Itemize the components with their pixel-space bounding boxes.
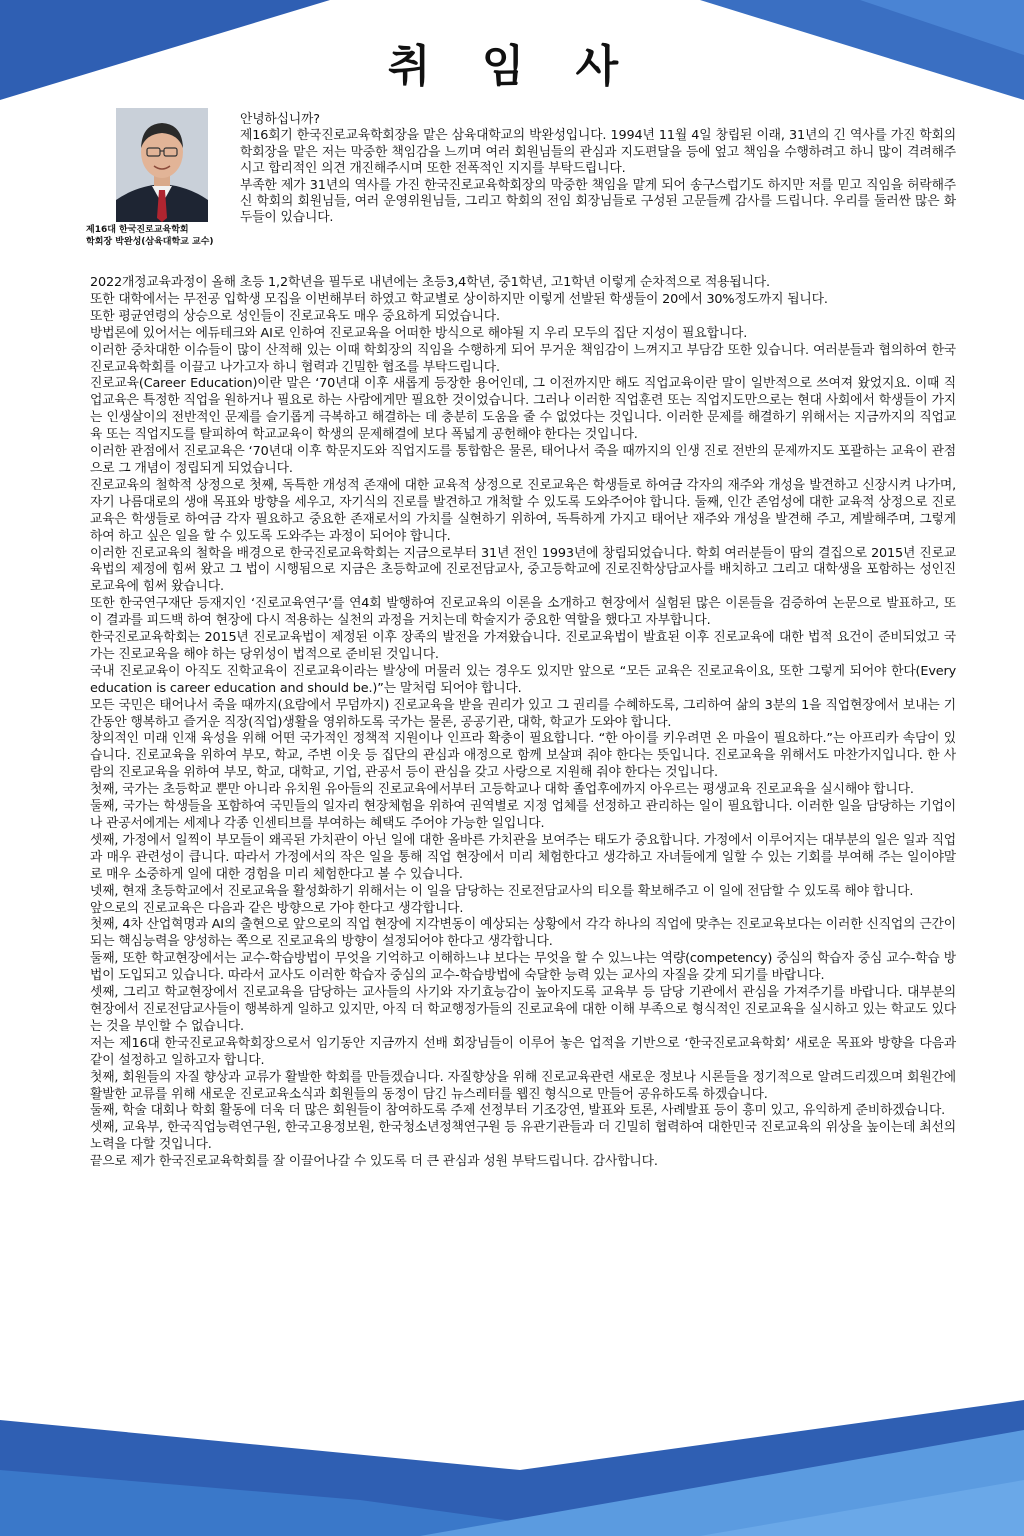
- intro-paragraph: 부족한 제가 31년의 역사를 가진 한국진로교육학회장의 막중한 책임을 맡게 되어 송구스럽기도 하지만 저를 믿고 직임을 허락해주신 학회의 회원님들, 여러 운영위원님들, 그리고 학회의 전임 회장님들로 구성된 고문들께 감사를 드립니다. 우리를 둘러싼 많은 화두들이 있습니다.: [240, 177, 956, 226]
- body-paragraph: 진로교육의 철학적 상정으로 첫째, 독특한 개성적 존재에 대한 교육적 상정으로 진로교육은 학생들로 하여금 각자의 재주와 개성을 발견하고 신장시켜 나가며, 자기 나름대로의 생애 목표와 방향을 세우고, 자기식의 진로를 발견하고 개척할 수 있도록 도와주어야 합니다. 둘째, 인간 존엄성에 대한 교육적 상정으로 진로교육은 학생들로 하여금 각자 필요하고 중요한 존재로서의 가치를 실현하기 위하여, 독특하게 가지고 태어난 재주와 개성을 발견해 주고, 계발해주며, 그렇게 하여 하고 싶은 일을 할 수 있도록 도와주는 과정이 되어야 합니다.: [90, 477, 956, 544]
- body-paragraph: 첫째, 회원들의 자질 향상과 교류가 활발한 학회를 만들겠습니다. 자질향상을 위해 진로교육관련 새로운 정보나 시론들을 정기적으로 알려드리겠으며 회원간에 활발한 교류를 위해 새로운 진로교육소식과 회원들의 동정이 담긴 뉴스레터를 웹진 형식으로 만들어 공유하도록 하겠습니다.: [90, 1069, 956, 1102]
- intro-paragraph: 안녕하십니까?: [240, 112, 320, 127]
- body-paragraph: 셋째, 그리고 학교현장에서 진로교육을 담당하는 교사들의 사기와 자기효능감이 높아지도록 교육부 등 담당 기관에서 관심을 가져주기를 바랍니다. 대부분의 현장에서 진로전담교사들이 행복하게 일하고 있지만, 아직 더 학교행정가들의 진로교육에 대한 이해 부족으로 형식적인 진로교육을 실시하고 있는 학교도 있다는 것을 부인할 수 없습니다.: [90, 985, 956, 1034]
- portrait-photo: [116, 108, 208, 222]
- body-paragraph: 둘째, 학술 대회나 학회 활동에 더욱 더 많은 회원들이 참여하도록 주제 선정부터 기조강연, 발표와 토론, 사례발표 등이 흥미 있고, 유익하게 준비하겠습니다.: [90, 1103, 946, 1119]
- body-paragraph: 방법론에 있어서는 에듀테크와 AI로 인하여 진로교육을 어떠한 방식으로 해야될 지 우리 모두의 집단 지성이 필요합니다.: [90, 325, 748, 341]
- body-paragraph: 모든 국민은 태어나서 죽을 때까지(요람에서 무덤까지) 진로교육을 받을 권리가 있고 그 권리를 수혜하도록, 그리하여 삶의 3분의 1을 직업현장에서 보내는 기간동안 행복하고 즐거운 직장(직업)생활을 영위하도록 국가는 물론, 공공기관, 대학, 학교가 도와야 합니다.: [90, 697, 956, 730]
- body-paragraph: 또한 대학에서는 무전공 입학생 모집을 이번해부터 하였고 학교별로 상이하지만 이렇게 선발된 학생들이 20에서 30%정도까지 됩니다.: [90, 291, 828, 307]
- body-paragraph: 국내 진로교육이 아직도 진학교육이 진로교육이라는 발상에 머물러 있는 경우도 있지만 앞으로 “모든 교육은 진로교육이요, 또한 그렇게 되어야 한다(Every education is career education and should be.)”는 말처럼 되어야 합니다.: [90, 663, 956, 696]
- body-paragraph: 앞으로의 진로교육은 다음과 같은 방향으로 가야 한다고 생각합니다.: [90, 900, 464, 916]
- body-paragraph: 첫째, 국가는 초등학교 뿐만 아니라 유치원 유아들의 진로교육에서부터 고등학교나 대학 졸업후에까지 아우르는 평생교육 진로교육을 실시해야 합니다.: [90, 782, 914, 798]
- intro-paragraph: 제16회기 한국진로교육학회장을 맡은 삼육대학교의 박완성입니다. 1994년 11월 4일 창립된 이래, 31년의 긴 역사를 가진 학회의 학회장을 맡은 저는 막중한 책임감을 느끼며 여러 회원님들의 관심과 지도편달을 등에 엎고 책임을 수행하려고 하니 많이 격려해주시고 합리적인 의견 개진해주시며 또한 전폭적인 지지를 부탁드립니다.: [240, 128, 956, 177]
- body-paragraph: 끝으로 제가 한국진로교육학회를 잘 이끌어나갈 수 있도록 더 큰 관심과 성원 부탁드립니다. 감사합니다.: [90, 1154, 658, 1170]
- body-paragraph: 넷째, 현재 초등학교에서 진로교육을 활성화하기 위해서는 이 일을 담당하는 진로전담교사의 티오를 확보해주고 이 일에 전담할 수 있도록 해야 합니다.: [90, 883, 914, 899]
- body-paragraph: 이러한 중차대한 이슈들이 많이 산적해 있는 이때 학회장의 직임을 수행하게 되어 무거운 책임감이 느껴지고 부담감 또한 있습니다. 여러분들과 협의하여 한국진로교육학회를 이끌고 나가고자 하니 협력과 긴밀한 협조를 부탁드립니다.: [90, 342, 956, 375]
- caption-line-1: 제16대 한국진로교육학회: [86, 225, 189, 235]
- body-paragraph: 셋째, 가정에서 일찍이 부모들이 왜곡된 가치관이 아닌 일에 대한 올바른 가치관을 보여주는 태도가 중요합니다. 가정에서 이루어지는 대부분의 일은 일과 직업과 매우 관련성이 큽니다. 따라서 가정에서의 작은 일을 통해 직업 현장에서 미리 체험한다고 생각하고 자녀들에게 일할 수 있는 기회를 부여해 주는 일이야말로 매우 소중하게 일에 대한 경험을 미리 체험한다고 볼 수 있습니다.: [90, 832, 956, 882]
- body-paragraph: 진로교육(Career Education)이란 말은 ‘70년대 이후 새롭게 등장한 용어인데, 그 이전까지만 해도 직업교육이란 말이 일반적으로 쓰여져 왔었지요. 이때 직업교육은 특정한 직업을 원하거나 필요로 하는 사람에게만 필요한 것이었습니다. 그러나 이러한 직업훈련 또는 직업지도만으로는 현대 사회에서 학생들이 가지는 인생살이의 전반적인 문제를 슬기롭게 극복하고 해결하는 데 충분히 도움을 줄 수 없었다는 것입니다. 이러한 문제를 해결하기 위해서는 지금까지의 직업교육 또는 직업지도를 탈피하여 학교교육이 학생의 문제해결에 보다 폭넓게 공헌해야 한다는 것입니다.: [90, 376, 956, 443]
- body-paragraph: 창의적인 미래 인재 육성을 위해 어떤 국가적인 정책적 지원이나 인프라 확충이 필요합니다. “한 아이를 키우려면 온 마을이 필요하다.”는 아프리카 속담이 있습니다. 진로교육을 위하여 부모, 학교, 주변 이웃 등 집단의 관심과 애정으로 함께 보살펴 줘야 한다는 뜻입니다. 진로교육을 위해서도 마찬가지입니다. 한 사람의 진로교육을 위하여 부모, 학교, 대학교, 기업, 관공서 등이 관심을 갖고 사랑으로 지원해 줘야 한다는 것입니다.: [90, 731, 956, 781]
- body-paragraph: 또한 평균연령의 상승으로 성인들이 진로교육도 매우 중요하게 되었습니다.: [90, 308, 500, 324]
- body-paragraph: 이러한 진로교육의 철학을 배경으로 한국진로교육학회는 지금으로부터 31년 전인 1993년에 창립되었습니다. 학회 여러분들이 땀의 결집으로 2015년 진로교육법의 제정에 힘써 왔고 그 법이 시행됨으로 지금은 초등학교에 진로전담교사, 중고등학교에 진로진학상담교사를 배치하고 그리고 대학생을 포함하는 성인진로교육에 힘써 왔습니다.: [90, 545, 956, 595]
- portrait-caption: [86, 225, 238, 248]
- body-paragraph: 첫째, 4차 산업혁명과 AI의 출현으로 앞으로의 직업 현장에 지각변동이 예상되는 상황에서 각각 하나의 직업에 맞추는 진로교육보다는 이러한 신직업의 근간이 되는 핵심능력을 양성하는 쪽으로 진로교육의 방향이 설정되어야 한다고 생각합니다.: [90, 917, 956, 950]
- body-paragraph: 또한 한국연구재단 등재지인 ‘진로교육연구’를 연4회 발행하여 진로교육의 이론을 소개하고 현장에서 실험된 많은 이론들을 검증하여 논문으로 발표하고, 또 이 결과를 피드백 하여 현장에 다시 적용하는 실천의 과정을 거치는데 학술지가 중요한 역할을 했다고 자부합니다.: [90, 596, 956, 629]
- body-paragraph: 둘째, 또한 학교현장에서는 교수-학습방법이 무엇을 기억하고 이해하느냐 보다는 무엇을 할 수 있느냐는 역량(competency) 중심의 학습자 중심 교수-학습 방법이 도입되고 있습니다. 따라서 교사도 이러한 학습자 중심의 교수-학습방법에 숙달한 능력 있는 교사의 자질을 갖게 되기를 바랍니다.: [90, 951, 956, 984]
- body-paragraph: 이러한 관점에서 진로교육은 ‘70년대 이후 학문지도와 직업지도를 통합함은 물론, 태어나서 죽을 때까지의 인생 진로 전반의 문제까지도 포괄하는 교육이 관점으로 그 개념이 정립되게 되었습니다.: [90, 444, 956, 476]
- page-title: 취 임 사: [387, 41, 637, 92]
- body-paragraph: 2022개정교육과정이 올해 초등 1,2학년을 필두로 내년에는 초등3,4학년, 중1학년, 고1학년 이렇게 순차적으로 적용됩니다.: [90, 275, 770, 290]
- body-paragraph: 저는 제16대 한국진로교육학회장으로서 임기동안 지금까지 선배 회장님들이 이루어 놓은 업적을 기반으로 ‘한국진로교육학회’ 새로운 목표와 방향을 다음과 같이 설정하고 일하고자 합니다.: [90, 1035, 956, 1068]
- intro-section: [240, 112, 956, 227]
- body-paragraph: 한국진로교육학회는 2015년 진로교육법이 제정된 이후 장족의 발전을 가져왔습니다. 진로교육법이 발효된 이후 진로교육에 대한 법적 요건이 준비되었고 국가는 진로교육을 해야 하는 당위성이 법적으로 준비된 것입니다.: [90, 630, 956, 662]
- body-paragraph: 셋째, 교육부, 한국직업능력연구원, 한국고용정보원, 한국청소년정책연구원 등 유관기관들과 더 긴밀히 협력하여 대한민국 진로교육의 위상을 높이는데 최선의 노력을 다할 것입니다.: [90, 1120, 956, 1153]
- caption-line-2: 학회장 박완성(삼육대학교 교수): [86, 236, 214, 247]
- body-paragraph: 둘째, 국가는 학생들을 포함하여 국민들의 일자리 현장체험을 위하여 권역별로 지정 업체를 선정하고 관리하는 일이 필요합니다. 이러한 일을 담당하는 기업이나 관공서에게는 세제나 각종 인센티브를 부여하는 혜택도 주어야 가능한 일입니다.: [90, 799, 956, 831]
- body-section: [90, 275, 956, 1171]
